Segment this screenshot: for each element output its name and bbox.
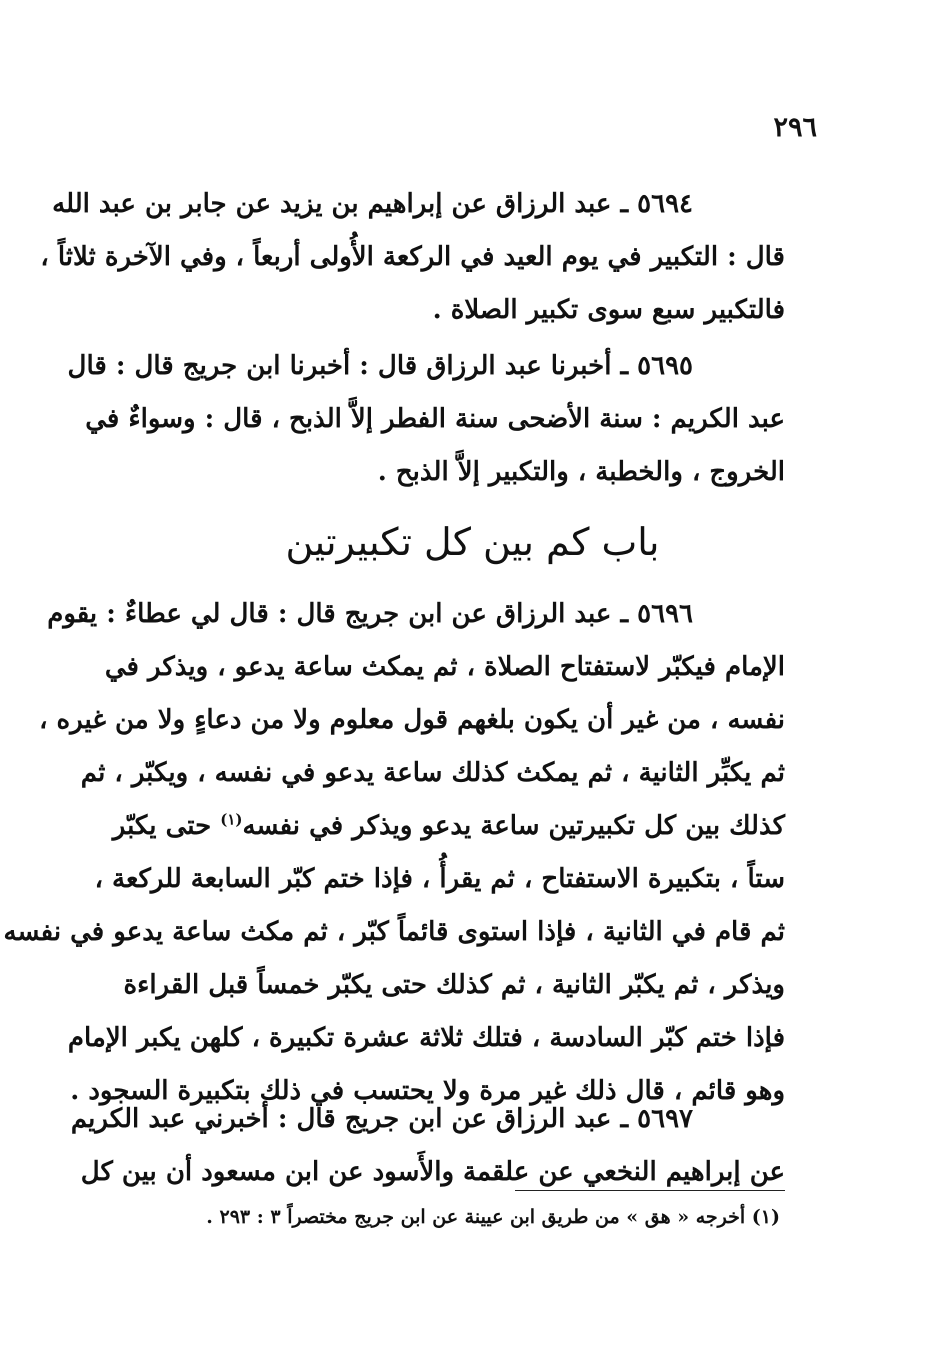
text-line: ٥٦٩٧ ـ عبد الرزاق عن ابن جريج قال : أخبرني عبد الكريم (70, 1104, 693, 1134)
text-line: الخروج ، والخطبة ، والتكبير إلاَّ الذبح . (377, 457, 785, 487)
text-line: ستاً ، بتكبيرة الاستفتاح ، ثم يقرأُ ، فإذا ختم كبّر السابعة للركعة ، (94, 864, 785, 894)
text-line: فالتكبير سبع سوى تكبير الصلاة . (432, 295, 785, 325)
text-line: عبد الكريم : سنة الأضحى سنة الفطر إلاَّ الذبح ، قال : وسواءٌ في (85, 404, 785, 434)
text-line: ثم يكبِّر الثانية ، ثم يمكث كذلك ساعة يدعو في نفسه ، ويكبّر ، ثم (80, 758, 785, 788)
text-line: وهو قائم ، قال ذلك غير مرة ولا يحتسب في ذلك بتكبيرة السجود . (70, 1076, 785, 1106)
hadith-5695 (67, 340, 785, 499)
text-line: ٥٦٩٤ ـ عبد الرزاق عن إبراهيم بن يزيد عن جابر بن عبد الله (52, 189, 693, 219)
text-line: عن إبراهيم النخعي عن علقمة والأَسود عن ابن مسعود أن بين كل (80, 1157, 785, 1187)
hadith-5694 (40, 178, 785, 337)
text-line: ٥٦٩٦ ـ عبد الرزاق عن ابن جريج قال : قال لي عطاءٌ : يقوم (47, 599, 693, 629)
chapter-heading: باب كم بين كل تكبيرتين (285, 520, 660, 564)
text-line: ثم قام في الثانية ، فإذا استوى قائماً كبّر ، ثم مكث ساعة يدعو في نفسه (3, 917, 785, 947)
footnote: (١) أخرجه « هق » من طريق ابن عيينة عن ابن جريج مختصراً ٣ : ٢٩٣ . (206, 1206, 780, 1228)
footnote-marker: (١) (220, 810, 243, 829)
text-line: ويذكر ، ثم يكبّر الثانية ، ثم كذلك حتى يكبّر خمساً قبل القراءة (123, 970, 785, 1000)
text-line: نفسه ، من غير أن يكون بلغهم قول معلوم ولا من دعاءٍ ولا من غيره ، (39, 705, 785, 735)
text-segment: حتى يكبّر (112, 811, 221, 841)
text-line: قال : التكبير في يوم العيد في الركعة الأُولى أربعاً ، وفي الآخرة ثلاثاً ، (40, 242, 785, 272)
text-line-with-footnote (112, 800, 785, 853)
text-line: فإذا ختم كبّر السادسة ، فتلك ثلاثة عشرة تكبيرة ، كلهن يكبر الإمام (67, 1023, 785, 1053)
footnote-divider (515, 1190, 785, 1191)
hadith-5696 (3, 588, 785, 1118)
text-line: الإمام فيكبّر لاستفتاح الصلاة ، ثم يمكث ساعة يدعو ، ويذكر في (104, 652, 785, 682)
page-number: ٢٩٦ (773, 112, 817, 143)
hadith-5697 (70, 1093, 785, 1199)
text-segment: كذلك بين كل تكبيرتين ساعة يدعو ويذكر في نفسه (242, 811, 785, 841)
text-line: ٥٦٩٥ ـ أخبرنا عبد الرزاق قال : أخبرنا ابن جريج قال : قال (67, 351, 693, 381)
